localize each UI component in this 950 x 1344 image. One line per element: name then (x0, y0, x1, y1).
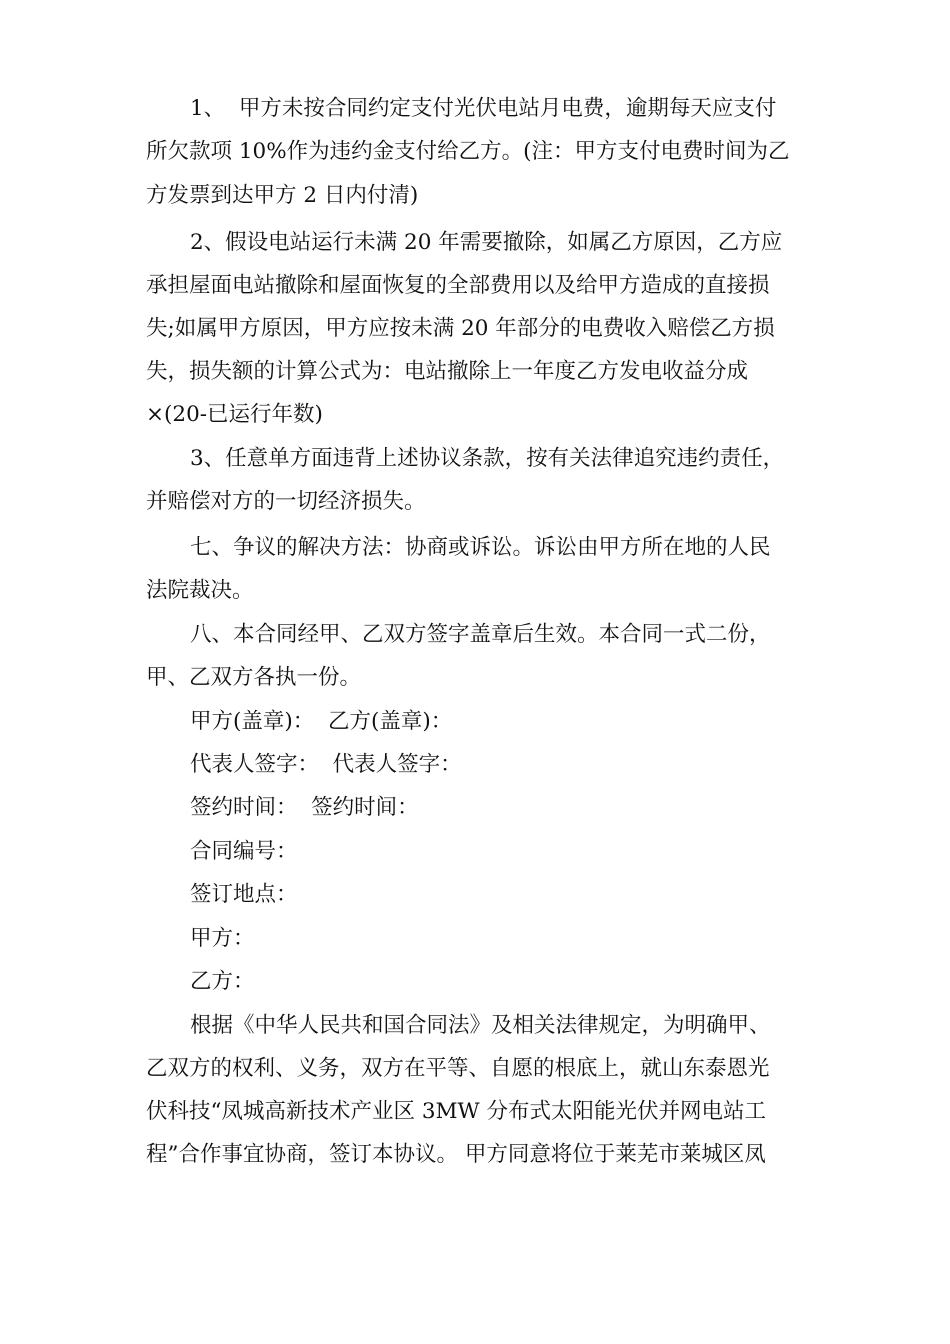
text-line: 七、争议的解决方法：协商或诉讼。诉讼由甲方所在地的人民 (190, 535, 771, 560)
field-line: 甲方： (190, 926, 255, 951)
text-line: 八、本合同经甲、乙双方签字盖章后生效。本合同一式二份， (190, 622, 771, 647)
text-line: 1、 甲方未按合同约定支付光伏电站月电费，逾期每天应支付 (190, 96, 777, 121)
text-line: 3、任意单方面违背上述协议条款，按有关法律追究违约责任， (190, 446, 785, 471)
text-line: 所欠款项 10%作为违约金支付给乙方。(注：甲方支付电费时间为乙 (146, 139, 790, 164)
text-line: 失，损失额的计算公式为：电站撤除上一年度乙方发电收益分成 (146, 359, 749, 384)
text-line: 根据《中华人民共和国合同法》及相关法律规定，为明确甲、 (190, 1013, 771, 1038)
signature-line: 甲方(盖章)： 乙方(盖章)： (190, 709, 453, 734)
text-line: 承担屋面电站撤除和屋面恢复的全部费用以及给甲方造成的直接损 (146, 273, 770, 298)
text-line: 程”合作事宜协商，签订本协议。 甲方同意将位于莱芜市莱城区凤 (146, 1142, 766, 1167)
text-line: 伏科技“凤城高新技术产业区 3MW 分布式太阳能光伏并网电站工 (146, 1099, 766, 1124)
signature-line: 代表人签字： 代表人签字： (190, 752, 462, 777)
text-line: 方发票到达甲方 2 日内付清) (146, 183, 419, 208)
field-line: 乙方： (190, 969, 255, 994)
field-line: 合同编号： (190, 839, 298, 864)
text-line: 法院裁决。 (146, 578, 254, 603)
text-line: ×(20-已运行年数) (146, 402, 323, 427)
text-line: 并赔偿对方的一切经济损失。 (146, 489, 426, 514)
signature-line: 签约时间： 签约时间： (190, 795, 419, 820)
text-line: 甲、乙双方各执一份。 (146, 665, 362, 690)
text-line: 失;如属甲方原因，甲方应按未满 20 年部分的电费收入赔偿乙方损 (146, 316, 775, 341)
field-line: 签订地点： (190, 882, 298, 907)
text-line: 2、假设电站运行未满 20 年需要撤除，如属乙方原因，乙方应 (190, 230, 783, 255)
text-line: 乙双方的权利、义务，双方在平等、自愿的根底上，就山东泰恩光 (146, 1056, 770, 1081)
